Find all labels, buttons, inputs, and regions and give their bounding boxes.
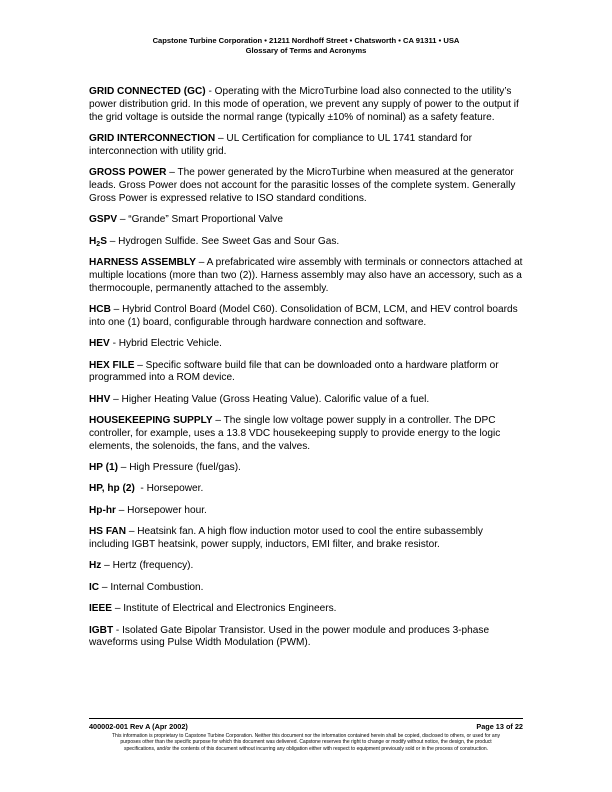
- page-header: [0, 36, 612, 56]
- separator: –: [134, 359, 146, 371]
- term: GRID INTERCONNECTION: [89, 132, 216, 144]
- definition: The single low voltage power supply in a controller. The DPC controller, for example, uses a 13.8 VDC housekeeping supply to provide energy to the logic elements, the solenoids, the fans, and the valves.: [89, 415, 501, 452]
- term: HP (1): [89, 462, 118, 474]
- term-subscript: 2: [96, 240, 101, 248]
- glossary-entry-hz: [89, 560, 525, 573]
- glossary-entry-hp-1: [89, 462, 525, 475]
- header-company-address: Capstone Turbine Corporation • 21211 Nordhoff Street • Chatsworth • CA 91311 • USA: [152, 36, 460, 45]
- definition: Operating with the MicroTurbine load also connected to the utility’s power distribution grid. In this mode of operation, we prevent any supply of power to the output if the grid voltage is outside the normal range (typically ±10% of nominal) as a safety feature.: [89, 86, 519, 123]
- term: HCB: [89, 303, 111, 315]
- document-number: 400002-001 Rev A (Apr 2002): [89, 722, 188, 731]
- footer-info-line: [89, 722, 523, 732]
- glossary-entry-housekeeping-supply: [89, 415, 525, 453]
- separator: –: [166, 167, 178, 179]
- glossary-entry-gross-power: [89, 167, 525, 205]
- glossary-entry-h2s: [89, 236, 525, 249]
- definition: Heatsink fan. A high flow induction motor used to cool the entire subassembly including IGBT heatsink, power supply, inductors, EMI filter, and brake resistor.: [89, 526, 483, 551]
- term: [89, 236, 107, 247]
- glossary-entry-harness-assembly: [89, 257, 525, 295]
- definition: The power generated by the MicroTurbine when measured at the generator leads. Gross Power does not account for the parasitic losses of the complete system. Generally Gross Power is expressed relative to ISO standard conditions.: [89, 167, 516, 204]
- term: HOUSEKEEPING SUPPLY: [89, 415, 213, 427]
- separator: –: [106, 235, 119, 247]
- term: HHV: [89, 393, 111, 405]
- definition: Hertz (frequency).: [112, 560, 194, 572]
- separator: –: [117, 462, 130, 474]
- page-footer: [89, 718, 523, 752]
- term: HS FAN: [89, 526, 127, 538]
- definition: Isolated Gate Bipolar Transistor. Used in the power module and produces 3-phase waveforms using Pulse Width Modulation (PWM).: [89, 624, 490, 649]
- separator: –: [99, 581, 111, 593]
- definition: Institute of Electrical and Electronics Engineers.: [123, 603, 337, 615]
- glossary-entries: [89, 86, 525, 659]
- separator: –: [110, 393, 122, 405]
- glossary-entry-ic: [89, 582, 525, 595]
- glossary-entry-hp-hr: [89, 505, 525, 518]
- separator: -: [109, 338, 119, 350]
- term: Hz: [89, 560, 102, 572]
- separator: –: [110, 303, 123, 315]
- definition: Hydrogen Sulfide. See Sweet Gas and Sour Gas.: [118, 235, 340, 247]
- term: HP, hp (2): [89, 483, 135, 495]
- separator: –: [101, 560, 113, 572]
- term-main: H: [89, 235, 97, 247]
- definition: Specific software build file that can be downloaded onto a hardware platform or programmed into a ROM device.: [89, 359, 499, 384]
- term-rest: S: [100, 235, 107, 247]
- disclaimer-line: This information is proprietary to Capstone Turbine Corporation. Neither this document nor the information contained herein shall be copied, disclosed to others, or used for any: [112, 733, 500, 739]
- term: HEV: [89, 338, 110, 350]
- definition: A prefabricated wire assembly with terminals or connectors attached at multiple locations (more than two (2)). Harness assembly may also have an accessory, such as a thermocouple, permanently attached to the assembly.: [89, 256, 523, 294]
- glossary-entry-hcb: [89, 304, 525, 330]
- glossary-entry-hev: [89, 338, 525, 351]
- proprietary-disclaimer: [89, 733, 523, 752]
- page-number: Page 13 of 22: [476, 722, 523, 731]
- term: HARNESS ASSEMBLY: [89, 256, 196, 268]
- footer-divider: [89, 718, 523, 719]
- definition: Higher Heating Value (Gross Heating Value). Calorific value of a fuel.: [121, 393, 430, 405]
- term: Hp-hr: [89, 504, 116, 516]
- definition: Horsepower hour.: [127, 504, 207, 516]
- glossary-entry-gspv: [89, 214, 525, 227]
- separator: –: [112, 603, 124, 615]
- definition: “Grande” Smart Proportional Valve: [128, 214, 283, 226]
- glossary-entry-hp-2: [89, 483, 525, 496]
- glossary-entry-hex-file: [89, 360, 525, 386]
- separator: -: [113, 624, 123, 636]
- term: GSPV: [89, 214, 118, 226]
- term: GROSS POWER: [89, 167, 167, 179]
- definition: Hybrid Electric Vehicle.: [118, 338, 222, 350]
- separator: –: [115, 504, 128, 516]
- header-document-title: Glossary of Terms and Acronyms: [245, 46, 367, 55]
- term: IEEE: [89, 603, 113, 615]
- separator: -: [205, 86, 215, 97]
- definition: UL Certification for compliance to UL 1741 standard for interconnection with utility grid.: [89, 132, 472, 157]
- definition: Hybrid Control Board (Model C60). Consolidation of BCM, LCM, and HEV control boards into one (1) board, configurable through hardware connection and software.: [89, 303, 518, 328]
- separator: –: [117, 214, 129, 226]
- definition: Horsepower.: [146, 483, 204, 495]
- separator: –: [215, 132, 227, 144]
- disclaimer-line: specifications, and/or the contents of this document without incurring any obligation either with respect to equipment previously sold or in the process of construction.: [123, 745, 489, 752]
- glossary-entry-hs-fan: [89, 526, 525, 552]
- definition: High Pressure (fuel/gas).: [129, 462, 241, 474]
- glossary-entry-grid-interconnection: [89, 133, 525, 159]
- glossary-entry-ieee: [89, 603, 525, 616]
- definition: Internal Combustion.: [110, 581, 204, 593]
- term: IGBT: [89, 624, 114, 636]
- disclaimer-line: purposes other than the specific purpose for which this document was delivered. Capstone reserves the right to change or modify without notice, the design, the product: [120, 739, 492, 746]
- term: HEX FILE: [89, 359, 135, 371]
- separator: –: [126, 526, 138, 538]
- term: IC: [89, 581, 100, 593]
- term: GRID CONNECTED (GC): [89, 86, 206, 97]
- separator: -: [134, 483, 147, 495]
- glossary-entry-hhv: [89, 394, 525, 407]
- separator: –: [195, 256, 207, 268]
- separator: –: [212, 415, 224, 427]
- glossary-entry-grid-connected: [89, 86, 525, 124]
- glossary-entry-igbt: [89, 625, 525, 651]
